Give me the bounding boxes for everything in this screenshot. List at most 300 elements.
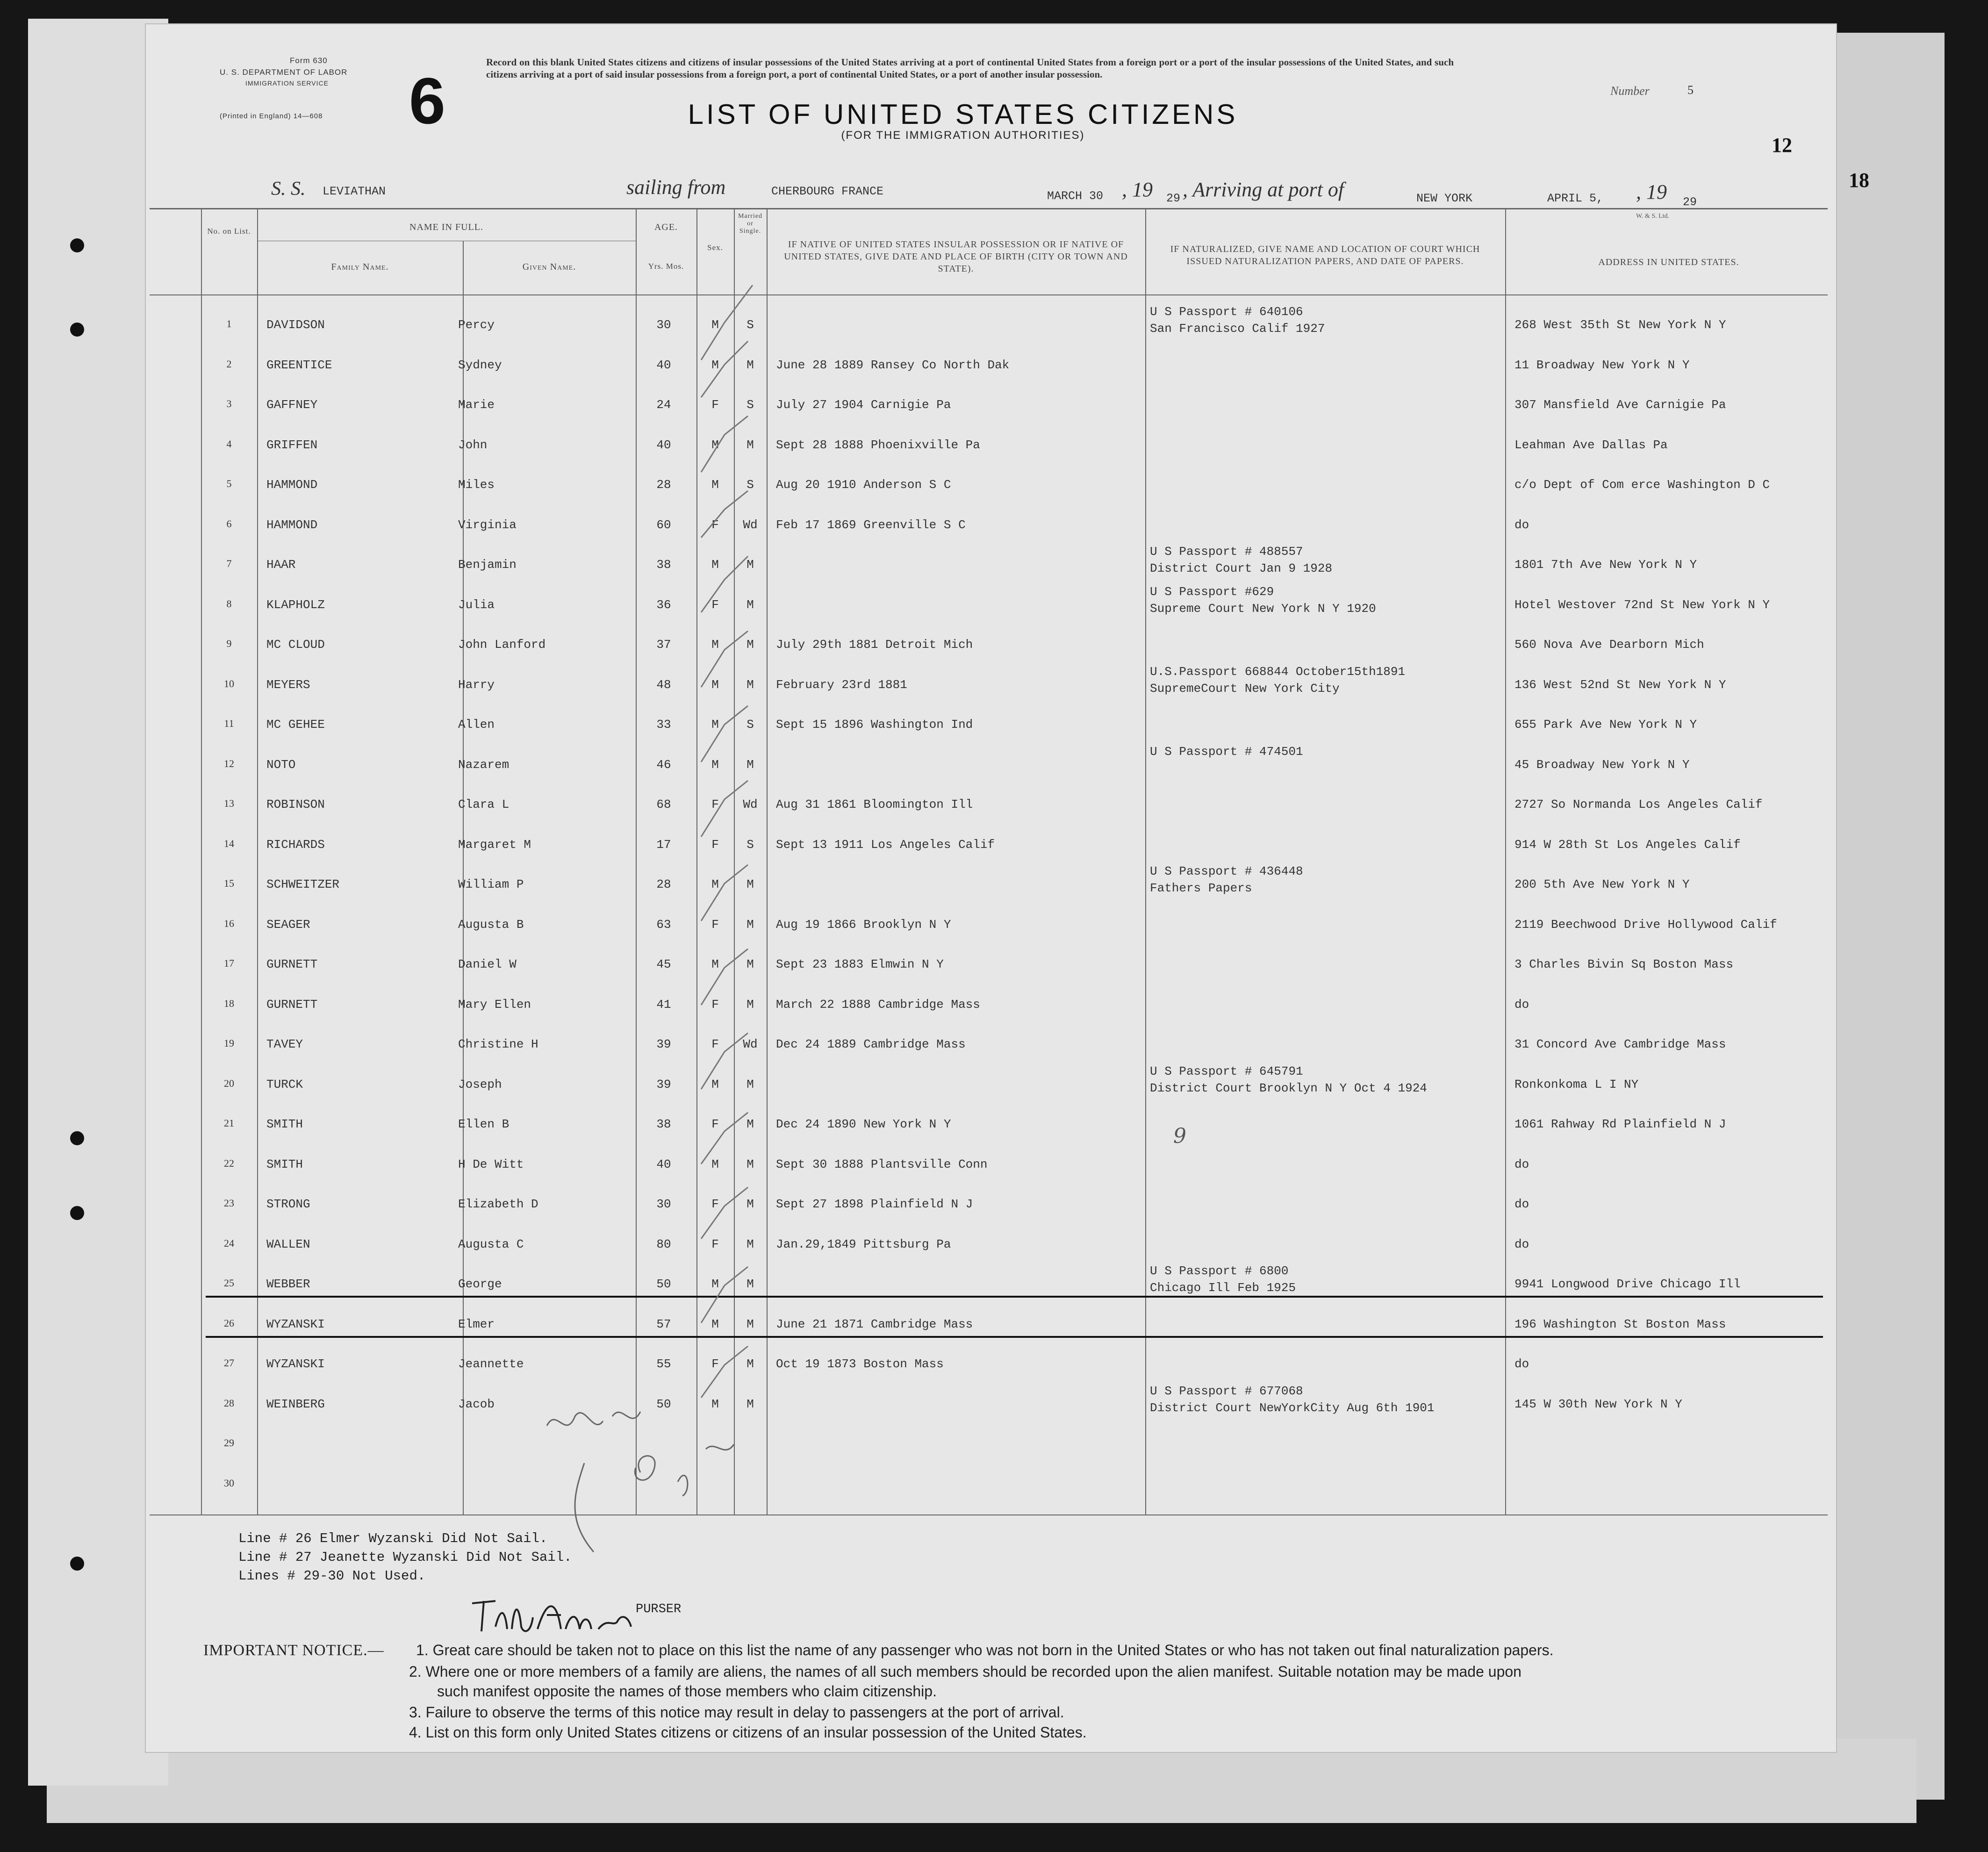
table-row	[145, 1423, 1837, 1461]
sex: F	[711, 597, 719, 612]
row-number: 2	[226, 358, 232, 370]
naturalization-line-1: U.S.Passport 668844 October15th1891	[1150, 664, 1406, 679]
given-name: Augusta C	[458, 1237, 524, 1251]
sex: F	[711, 1237, 719, 1251]
department: U. S. DEPARTMENT OF LABOR	[220, 68, 348, 77]
address: do	[1514, 1197, 1529, 1211]
page-number: 12	[1772, 134, 1792, 157]
given-name: William P	[458, 877, 524, 891]
table-row	[145, 384, 1837, 422]
table-row	[145, 703, 1837, 742]
table-row	[145, 304, 1837, 342]
age: 28	[656, 877, 671, 891]
binding-hole	[70, 1557, 84, 1571]
marital-status: Wd	[743, 797, 758, 811]
sail-year: 29	[1166, 192, 1181, 205]
address: do	[1514, 517, 1529, 532]
birth-info: Feb 17 1869 Greenville S C	[776, 517, 966, 532]
family-name: WEBBER	[266, 1277, 310, 1291]
sex: M	[711, 1317, 719, 1331]
marital-status: M	[746, 1317, 754, 1331]
row-number: 7	[226, 558, 232, 569]
table-row	[145, 1063, 1837, 1102]
birth-info: Sept 28 1888 Phoenixville Pa	[776, 438, 980, 452]
table-row	[145, 424, 1837, 462]
address: do	[1514, 997, 1529, 1012]
row-number: 29	[224, 1437, 234, 1449]
row-number: 13	[224, 797, 234, 809]
address: 268 West 35th St New York N Y	[1514, 318, 1726, 332]
number-label: Number	[1610, 84, 1650, 98]
naturalization-line-1: U S Passport # 640106	[1150, 305, 1303, 319]
address: 200 5th Ave New York N Y	[1514, 877, 1690, 891]
address: do	[1514, 1157, 1529, 1171]
col-age: AGE.	[654, 222, 678, 232]
binding-hole	[70, 1131, 84, 1145]
address: do	[1514, 1237, 1529, 1251]
family-name: WEINBERG	[266, 1397, 325, 1411]
address: 196 Washington St Boston Mass	[1514, 1317, 1726, 1331]
address: 2119 Beechwood Drive Hollywood Calif	[1514, 917, 1777, 932]
important-notice-label: IMPORTANT NOTICE.—	[203, 1642, 384, 1659]
sex: F	[711, 837, 719, 852]
sex: F	[711, 398, 719, 412]
given-name: John	[458, 438, 488, 452]
address: 1801 7th Ave New York N Y	[1514, 558, 1697, 572]
birth-info: July 29th 1881 Detroit Mich	[776, 638, 973, 652]
page-subtitle: (FOR THE IMMIGRATION AUTHORITIES)	[841, 129, 1085, 142]
sex: M	[711, 638, 719, 652]
footnote-line-27: Line # 27 Jeanette Wyzanski Did Not Sail.	[238, 1550, 572, 1565]
address: Hotel Westover 72nd St New York N Y	[1514, 597, 1770, 612]
page-title: LIST OF UNITED STATES CITIZENS	[688, 99, 1238, 130]
naturalization-line-1: U S Passport # 488557	[1150, 545, 1303, 559]
birth-info: March 22 1888 Cambridge Mass	[776, 997, 980, 1012]
given-name: Harry	[458, 677, 495, 692]
age: 63	[656, 917, 671, 932]
naturalization-line-1: U S Passport # 474501	[1150, 744, 1303, 759]
sex: M	[711, 1397, 719, 1411]
address: 307 Mansfield Ave Carnigie Pa	[1514, 398, 1726, 412]
printer-mark: W. & S. Ltd.	[1636, 213, 1670, 220]
given-name: Nazarem	[458, 757, 510, 772]
instructions-text: Record on this blank United States citizens and citizens of insular possessions of the United States arriving at a port of continental United States from a foreign port or a port of the insular possessions of the United States, and such citizens arriving at a port of said insular possessions from a foreign port, a port of continental United States, or a port of another insular possession.	[486, 57, 1454, 80]
birth-info: February 23rd 1881	[776, 677, 907, 692]
family-name: STRONG	[266, 1197, 310, 1211]
marital-status: M	[746, 1277, 754, 1291]
age: 41	[656, 997, 671, 1012]
age: 80	[656, 1237, 671, 1251]
side-page-number: 18	[1849, 169, 1869, 192]
row-strikethrough	[206, 1336, 1823, 1338]
age: 30	[656, 318, 671, 332]
marital-status: M	[746, 1157, 754, 1171]
table-row	[145, 544, 1837, 582]
row-number: 22	[224, 1157, 234, 1169]
row-number: 25	[224, 1277, 234, 1289]
arrival-date: APRIL 5,	[1547, 192, 1604, 205]
given-name: John Lanford	[458, 638, 546, 652]
arriving-label: , Arriving at port of	[1183, 178, 1344, 201]
marital-status: M	[746, 917, 754, 932]
birth-info: June 21 1871 Cambridge Mass	[776, 1317, 973, 1331]
sailing-label: sailing from	[626, 176, 726, 199]
marital-status: S	[746, 837, 754, 852]
birth-info: Jan.29,1849 Pittsburg Pa	[776, 1237, 951, 1251]
naturalization-line-2: San Francisco Calif 1927	[1150, 322, 1325, 336]
given-name: Jacob	[458, 1397, 495, 1411]
table-row	[145, 1223, 1837, 1262]
age: 50	[656, 1397, 671, 1411]
family-name: GREENTICE	[266, 358, 332, 372]
marital-status: M	[746, 1397, 754, 1411]
given-name: Elmer	[458, 1317, 495, 1331]
marital-status: Wd	[743, 517, 758, 532]
given-name: Miles	[458, 478, 495, 492]
binding-hole	[70, 238, 84, 252]
address: 136 West 52nd St New York N Y	[1514, 677, 1726, 692]
marital-status: M	[746, 1237, 754, 1251]
naturalization-line-2: District Court Jan 9 1928	[1150, 561, 1333, 575]
table-row	[145, 783, 1837, 822]
given-name: H De Witt	[458, 1157, 524, 1171]
marital-status: M	[746, 1117, 754, 1131]
birth-info: Sept 27 1898 Plainfield N J	[776, 1197, 973, 1211]
marital-status: M	[746, 358, 754, 372]
purser-signature	[467, 1589, 654, 1641]
notice-item-2a: 2. Where one or more members of a family are aliens, the names of all such members should be recorded upon the alien manifest. Suitable notation may be made upon	[409, 1663, 1522, 1680]
row-number: 27	[224, 1357, 234, 1369]
table-row	[145, 904, 1837, 942]
manifest-sheet	[145, 23, 1837, 1753]
marital-status: M	[746, 438, 754, 452]
sex: F	[711, 1197, 719, 1211]
age: 40	[656, 1157, 671, 1171]
given-name: Elizabeth D	[458, 1197, 538, 1211]
row-number: 21	[224, 1117, 234, 1129]
col-naturalized: IF NATURALIZED, GIVE NAME AND LOCATION OF COURT WHICH ISSUED NATURALIZATION PAPERS, AND DATE OF PAPERS.	[1170, 244, 1480, 266]
given-name: Marie	[458, 398, 495, 412]
row-number: 4	[226, 438, 232, 450]
row-number: 10	[224, 677, 234, 689]
birth-info: July 27 1904 Carnigie Pa	[776, 398, 951, 412]
marital-status: M	[746, 597, 754, 612]
row-number: 3	[226, 398, 232, 409]
naturalization-line-2: SupremeCourt New York City	[1150, 681, 1340, 696]
col-birth: IF NATIVE OF UNITED STATES INSULAR POSSESSION OR IF NATIVE OF UNITED STATES, GIVE DATE AND PLACE OF BIRTH (CITY OR TOWN AND STATE).	[784, 239, 1128, 274]
family-name: SEAGER	[266, 917, 310, 932]
table-row	[145, 863, 1837, 902]
family-name: WYZANSKI	[266, 1357, 325, 1371]
given-name: Percy	[458, 318, 495, 332]
notice-item-4: 4. List on this form only United States citizens or citizens of an insular possession of the United States.	[409, 1724, 1087, 1741]
naturalization-line-2: Fathers Papers	[1150, 881, 1252, 895]
birth-info: Dec 24 1889 Cambridge Mass	[776, 1037, 966, 1051]
col-yrs-mos: Yrs. Mos.	[648, 262, 684, 271]
marital-status: M	[746, 558, 754, 572]
marital-status: M	[746, 997, 754, 1012]
sex: M	[711, 1277, 719, 1291]
row-number: 6	[226, 517, 232, 530]
family-name: HAMMOND	[266, 517, 318, 532]
marital-status: M	[746, 638, 754, 652]
row-number: 11	[224, 718, 234, 729]
age: 57	[656, 1317, 671, 1331]
age: 33	[656, 718, 671, 732]
age: 38	[656, 1117, 671, 1131]
table-row	[145, 584, 1837, 622]
naturalization-line-1: U S Passport # 677068	[1150, 1384, 1303, 1398]
sex: F	[711, 1037, 719, 1051]
address: 914 W 28th St Los Angeles Calif	[1514, 837, 1741, 852]
notice-item-1: 1. Great care should be taken not to place on this list the name of any passenger who was not born in the United States or who has not taken out final naturalization papers.	[416, 1642, 1554, 1658]
address: 3 Charles Bivin Sq Boston Mass	[1514, 957, 1734, 971]
given-name: Daniel W	[458, 957, 517, 971]
address: 655 Park Ave New York N Y	[1514, 718, 1697, 732]
binding-hole	[70, 1206, 84, 1220]
col-sex: Sex.	[707, 243, 723, 252]
arrival-year: 29	[1683, 195, 1697, 209]
row-number: 8	[226, 597, 232, 610]
sex: F	[711, 1117, 719, 1131]
address: 1061 Rahway Rd Plainfield N J	[1514, 1117, 1726, 1131]
row-number: 1	[226, 318, 232, 330]
birth-info: Aug 19 1866 Brooklyn N Y	[776, 917, 951, 932]
age: 39	[656, 1037, 671, 1051]
naturalization-line-1: U S Passport # 645791	[1150, 1064, 1303, 1078]
given-name: Virginia	[458, 517, 517, 532]
table-row	[145, 943, 1837, 982]
form-number: Form 630	[290, 56, 328, 65]
row-strikethrough	[206, 1296, 1823, 1298]
purser-label: PURSER	[636, 1602, 682, 1616]
age: 17	[656, 837, 671, 852]
number-value: 5	[1687, 83, 1694, 97]
address: do	[1514, 1357, 1529, 1371]
family-name: TURCK	[266, 1077, 303, 1091]
age: 50	[656, 1277, 671, 1291]
col-family-name: Family Name.	[331, 262, 389, 272]
age: 60	[656, 517, 671, 532]
sex: M	[711, 718, 719, 732]
age: 24	[656, 398, 671, 412]
sail-date: MARCH 30	[1047, 189, 1104, 203]
table-row	[145, 664, 1837, 702]
birth-info: Dec 24 1890 New York N Y	[776, 1117, 951, 1131]
row-number: 9	[226, 638, 232, 649]
table-row	[145, 824, 1837, 862]
sex: M	[711, 677, 719, 692]
notice-item-2b: such manifest opposite the names of those members who claim citizenship.	[437, 1683, 937, 1700]
naturalization-line-2: District Court NewYorkCity Aug 6th 1901	[1150, 1400, 1435, 1415]
sex: M	[711, 757, 719, 772]
birth-info: Aug 20 1910 Anderson S C	[776, 478, 951, 492]
sailing-from: CHERBOURG FRANCE	[771, 185, 884, 198]
sex: M	[711, 1157, 719, 1171]
age: 30	[656, 1197, 671, 1211]
family-name: TAVEY	[266, 1037, 303, 1051]
age: 55	[656, 1357, 671, 1371]
col-name-in-full: NAME IN FULL.	[409, 222, 483, 232]
row-number: 14	[224, 837, 234, 849]
sex: F	[711, 917, 719, 932]
family-name: HAMMOND	[266, 478, 318, 492]
row-number: 26	[224, 1317, 234, 1329]
notice-item-3: 3. Failure to observe the terms of this notice may result in delay to passengers at the port of arrival.	[409, 1704, 1064, 1721]
ship-label: S. S.	[271, 178, 306, 200]
sex: F	[711, 1357, 719, 1371]
family-name: SCHWEITZER	[266, 877, 340, 891]
col-address: ADDRESS IN UNITED STATES.	[1598, 257, 1739, 267]
row-number: 12	[224, 757, 234, 769]
col-married: Married or Single.	[738, 213, 763, 235]
marital-status: M	[746, 877, 754, 891]
family-name: DAVIDSON	[266, 318, 325, 332]
family-name: GURNETT	[266, 997, 318, 1012]
family-name: SMITH	[266, 1117, 303, 1131]
age: 48	[656, 677, 671, 692]
naturalization-line-1: U S Passport # 6800	[1150, 1264, 1289, 1278]
marital-status: S	[746, 478, 754, 492]
marital-status: M	[746, 757, 754, 772]
given-name: Mary Ellen	[458, 997, 531, 1012]
sex: M	[711, 438, 719, 452]
underlying-page-right	[1823, 33, 1945, 1800]
family-name: WYZANSKI	[266, 1317, 325, 1331]
address: 31 Concord Ave Cambridge Mass	[1514, 1037, 1726, 1051]
age: 38	[656, 558, 671, 572]
family-name: KLAPHOLZ	[266, 597, 325, 612]
naturalization-line-2: Chicago Ill Feb 1925	[1150, 1281, 1296, 1295]
row-number: 19	[224, 1037, 234, 1049]
birth-info: Sept 13 1911 Los Angeles Calif	[776, 837, 995, 852]
service: IMMIGRATION SERVICE	[245, 79, 329, 87]
big-list-number: 6	[409, 64, 445, 137]
table-top-line	[150, 208, 1828, 209]
family-name: WALLEN	[266, 1237, 310, 1251]
row-number: 20	[224, 1077, 234, 1089]
marital-status: M	[746, 1077, 754, 1091]
arrival-year-prefix: , 19	[1636, 180, 1667, 203]
given-name: Margaret M	[458, 837, 531, 852]
birth-info: Sept 15 1896 Washington Ind	[776, 718, 973, 732]
sex: M	[711, 957, 719, 971]
address: 9941 Longwood Drive Chicago Ill	[1514, 1277, 1741, 1291]
row-number: 30	[224, 1477, 234, 1489]
given-name: Clara L	[458, 797, 510, 811]
given-name: Benjamin	[458, 558, 517, 572]
address: Ronkonkoma L I NY	[1514, 1077, 1639, 1091]
address: 11 Broadway New York N Y	[1514, 358, 1690, 372]
given-name: Joseph	[458, 1077, 502, 1091]
naturalization-line-1: U S Passport #629	[1150, 584, 1274, 599]
given-name: Allen	[458, 718, 495, 732]
table-row	[145, 1463, 1837, 1501]
family-name: SMITH	[266, 1157, 303, 1171]
birth-info: Oct 19 1873 Boston Mass	[776, 1357, 944, 1371]
sex: M	[711, 558, 719, 572]
address: 45 Broadway New York N Y	[1514, 757, 1690, 772]
age: 39	[656, 1077, 671, 1091]
handwritten-mark: 9	[1173, 1124, 1186, 1148]
sex: F	[711, 517, 719, 532]
given-name: Ellen B	[458, 1117, 510, 1131]
naturalization-line-1: U S Passport # 436448	[1150, 864, 1303, 878]
age: 36	[656, 597, 671, 612]
sex: M	[711, 1077, 719, 1091]
given-name: Julia	[458, 597, 495, 612]
family-name: MC GEHEE	[266, 718, 325, 732]
footnote-lines-29-30: Lines # 29-30 Not Used.	[238, 1568, 426, 1584]
sex: M	[711, 358, 719, 372]
arrival-port: NEW YORK	[1416, 192, 1473, 205]
sex: F	[711, 997, 719, 1012]
given-name: George	[458, 1277, 502, 1291]
sex: M	[711, 478, 719, 492]
sail-year-prefix: , 19	[1122, 178, 1153, 201]
address: 145 W 30th New York N Y	[1514, 1397, 1682, 1411]
naturalization-line-2: Supreme Court New York N Y 1920	[1150, 601, 1376, 616]
col-no: No. on List.	[207, 227, 251, 236]
age: 28	[656, 478, 671, 492]
printed-note: (Printed in England) 14—608	[220, 112, 323, 120]
handwritten-tally	[538, 1398, 799, 1566]
birth-info: Sept 23 1883 Elmwin N Y	[776, 957, 944, 971]
table-row	[145, 1343, 1837, 1381]
marital-status: S	[746, 398, 754, 412]
given-name: Augusta B	[458, 917, 524, 932]
address: 560 Nova Ave Dearborn Mich	[1514, 638, 1704, 652]
row-number: 16	[224, 917, 234, 929]
address: c/o Dept of Com erce Washington D C	[1514, 478, 1770, 492]
birth-info: June 28 1889 Ransey Co North Dak	[776, 358, 1010, 372]
given-name: Jeannette	[458, 1357, 524, 1371]
family-name: MEYERS	[266, 677, 310, 692]
family-name: NOTO	[266, 757, 296, 772]
marital-status: M	[746, 1357, 754, 1371]
family-name: GRIFFEN	[266, 438, 318, 452]
row-number: 28	[224, 1397, 234, 1409]
marital-status: M	[746, 677, 754, 692]
birth-info: Aug 31 1861 Bloomington Ill	[776, 797, 973, 811]
row-number: 5	[226, 478, 232, 489]
binding-hole	[70, 323, 84, 337]
sex: M	[711, 877, 719, 891]
age: 40	[656, 438, 671, 452]
table-row	[145, 1183, 1837, 1221]
marital-status: S	[746, 718, 754, 732]
marital-status: M	[746, 1197, 754, 1211]
marital-status: S	[746, 318, 754, 332]
marital-status: Wd	[743, 1037, 758, 1051]
table-row	[145, 1103, 1837, 1141]
table-row	[145, 1023, 1837, 1062]
address: 2727 So Normanda Los Angeles Calif	[1514, 797, 1763, 811]
naturalization-line-2: District Court Brooklyn N Y Oct 4 1924	[1150, 1081, 1427, 1095]
age: 45	[656, 957, 671, 971]
family-name: HAAR	[266, 558, 296, 572]
age: 40	[656, 358, 671, 372]
address: Leahman Ave Dallas Pa	[1514, 438, 1668, 452]
marital-status: M	[746, 957, 754, 971]
row-number: 15	[224, 877, 234, 889]
family-name: RICHARDS	[266, 837, 325, 852]
table-row	[145, 504, 1837, 542]
table-row	[145, 744, 1837, 782]
age: 37	[656, 638, 671, 652]
age: 46	[656, 757, 671, 772]
age: 68	[656, 797, 671, 811]
